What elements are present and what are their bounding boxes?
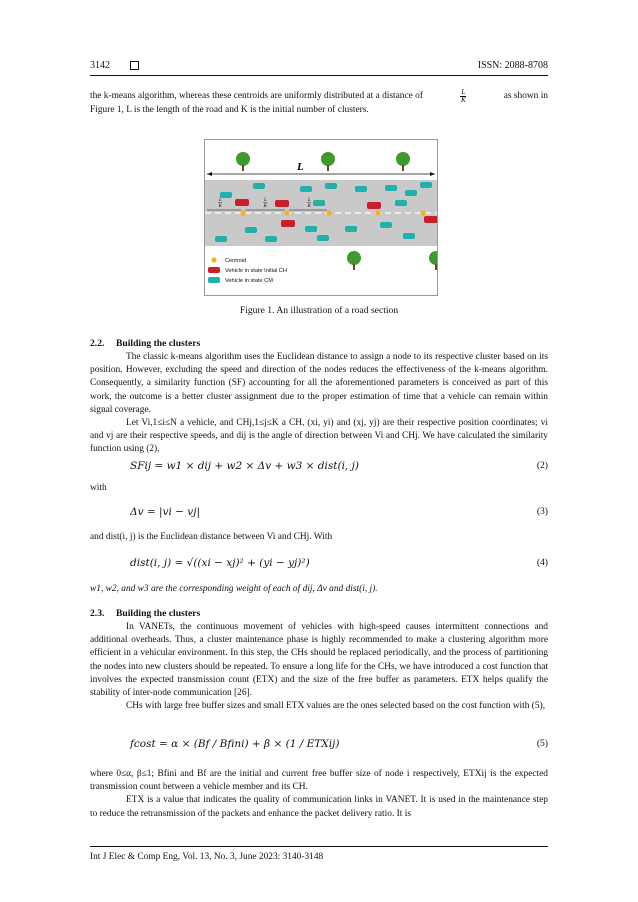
paragraph: The classic k-means algorithm uses the Euclidean distance to assign a node to its respective cluster based on its position. However, excluding the speed and direction of the nodes reduces the effectiveness of the k-means algorithm. Consequently, a similarity function (SF) accounting for all the aforementioned parameters is conceived as part of this work, the outcome is a better cluster assignment due to the proper estimation of time that a vehicle can remain within signal coverage.	[90, 352, 548, 415]
tree-icon	[396, 152, 410, 171]
section-heading-2-3: 2.3. Building the clusters	[90, 608, 201, 619]
intro-paragraph	[90, 89, 548, 117]
road-illustration	[205, 140, 437, 295]
svg-text:L: L	[308, 198, 311, 203]
svg-text:K: K	[263, 204, 267, 209]
tree-icon	[429, 251, 437, 270]
section-2-2-body	[90, 351, 548, 457]
figure-road-section	[204, 139, 438, 296]
legend	[208, 257, 287, 284]
centroid-legend-marker	[211, 257, 216, 262]
paragraph: Let Vi,1≤i≤N a vehicle, and CHj,1≤j≤K a CH, (xi, yi) and (xj, yj) are their respective position coordinates; vi and vj are their respective speeds, and dij is the angle of direction between Vi and CHj. We have calculated the similarity function using (2),	[90, 418, 548, 455]
paragraph: where 0≤α, β≤1; Bfini and Bf are the initial and current free buffer size of node i respectively, ETXij is the expected transmission count between a vehicle member and its CH.	[90, 769, 548, 793]
figure-caption: Figure 1. An illustration of a road section	[239, 305, 399, 316]
section-2-3-body	[90, 621, 548, 713]
footer-rule	[90, 846, 548, 847]
page-header	[90, 60, 548, 74]
tree-icon	[236, 152, 250, 171]
section-heading-2-2: 2.2. Building the clusters	[90, 338, 201, 349]
svg-text:L: L	[219, 198, 222, 203]
tree-icon	[347, 251, 361, 270]
ch-legend-marker	[208, 267, 220, 273]
intro-line1-end: as shown in	[503, 90, 548, 101]
equation-4: dist(i, j) = √((xi − xj)² + (yi − yj)²) (4)	[130, 557, 548, 569]
legend-cm: Vehicle in state CM	[225, 278, 273, 284]
paragraph: w1, w2, and w3 are the corresponding weight of each of dij, Δv and dist(i, j).	[90, 584, 378, 594]
equation-2: SFij = w1 × dij + w2 × Δv + w3 × dist(i, j) (2)	[130, 460, 548, 472]
tree-icon	[321, 152, 335, 171]
equation-5: fcost = α × (Bf / Bfini) + β × (1 / ETXij) (5)	[130, 738, 548, 750]
road-length-label: L	[297, 161, 304, 173]
svg-text:K: K	[218, 204, 222, 209]
page-number: 3142	[90, 60, 110, 71]
svg-text:K: K	[307, 204, 311, 209]
footer-citation: Int J Elec & Comp Eng, Vol. 13, No. 3, June 2023: 3140-3148	[90, 852, 324, 862]
checkbox-square-icon	[130, 61, 139, 70]
cm-legend-marker	[208, 277, 220, 283]
intro-line1: the k-means algorithm, whereas these centroids are uniformly distributed at a distance of	[90, 90, 423, 101]
paragraph: CHs with large free buffer sizes and small ETX values are the ones selected based on the cost function with (5),	[126, 701, 546, 712]
issn: ISSN: 2088-8708	[477, 60, 548, 71]
paragraph: and dist(i, j) is the Euclidean distance between Vi and CHj. With	[90, 532, 333, 542]
svg-text:L: L	[264, 198, 267, 203]
section-2-3-tail	[90, 768, 548, 821]
with-label: with	[90, 483, 107, 493]
fraction-l-over-k: L K	[461, 88, 466, 104]
paragraph: In VANETs, the continuous movement of vehicles with high-speed causes intermittent connections and additional overheads. Thus, a cluster maintenance phase is highly recommended to make a clustering algorithm more efficient in a vehicular environment. In this step, the CHs should be replaced periodically, and the process of partitioning the nodes into new clusters should be repeated. To ensure a long life for the CHs, we have introduced a cost function that involves the expected transmission count (ETX) and the size of the free buffer as parameters. ETX helps qualify the stability of inter-node communication [26].	[90, 622, 548, 699]
header-rule	[90, 75, 548, 76]
legend-centroid: Centroid	[225, 258, 247, 264]
intro-line2: Figure 1, L is the length of the road and K is the initial number of clusters.	[90, 105, 369, 115]
legend-ch: Vehicle in state Initial CH	[225, 268, 287, 274]
equation-3: Δv = |vi − vj| (3)	[130, 506, 548, 518]
paragraph: ETX is a value that indicates the quality of communication links in VANET. It is used in the maintenance step to reduce the retransmission of the packets and enhance the packet delivery ratio. It is	[90, 795, 548, 819]
